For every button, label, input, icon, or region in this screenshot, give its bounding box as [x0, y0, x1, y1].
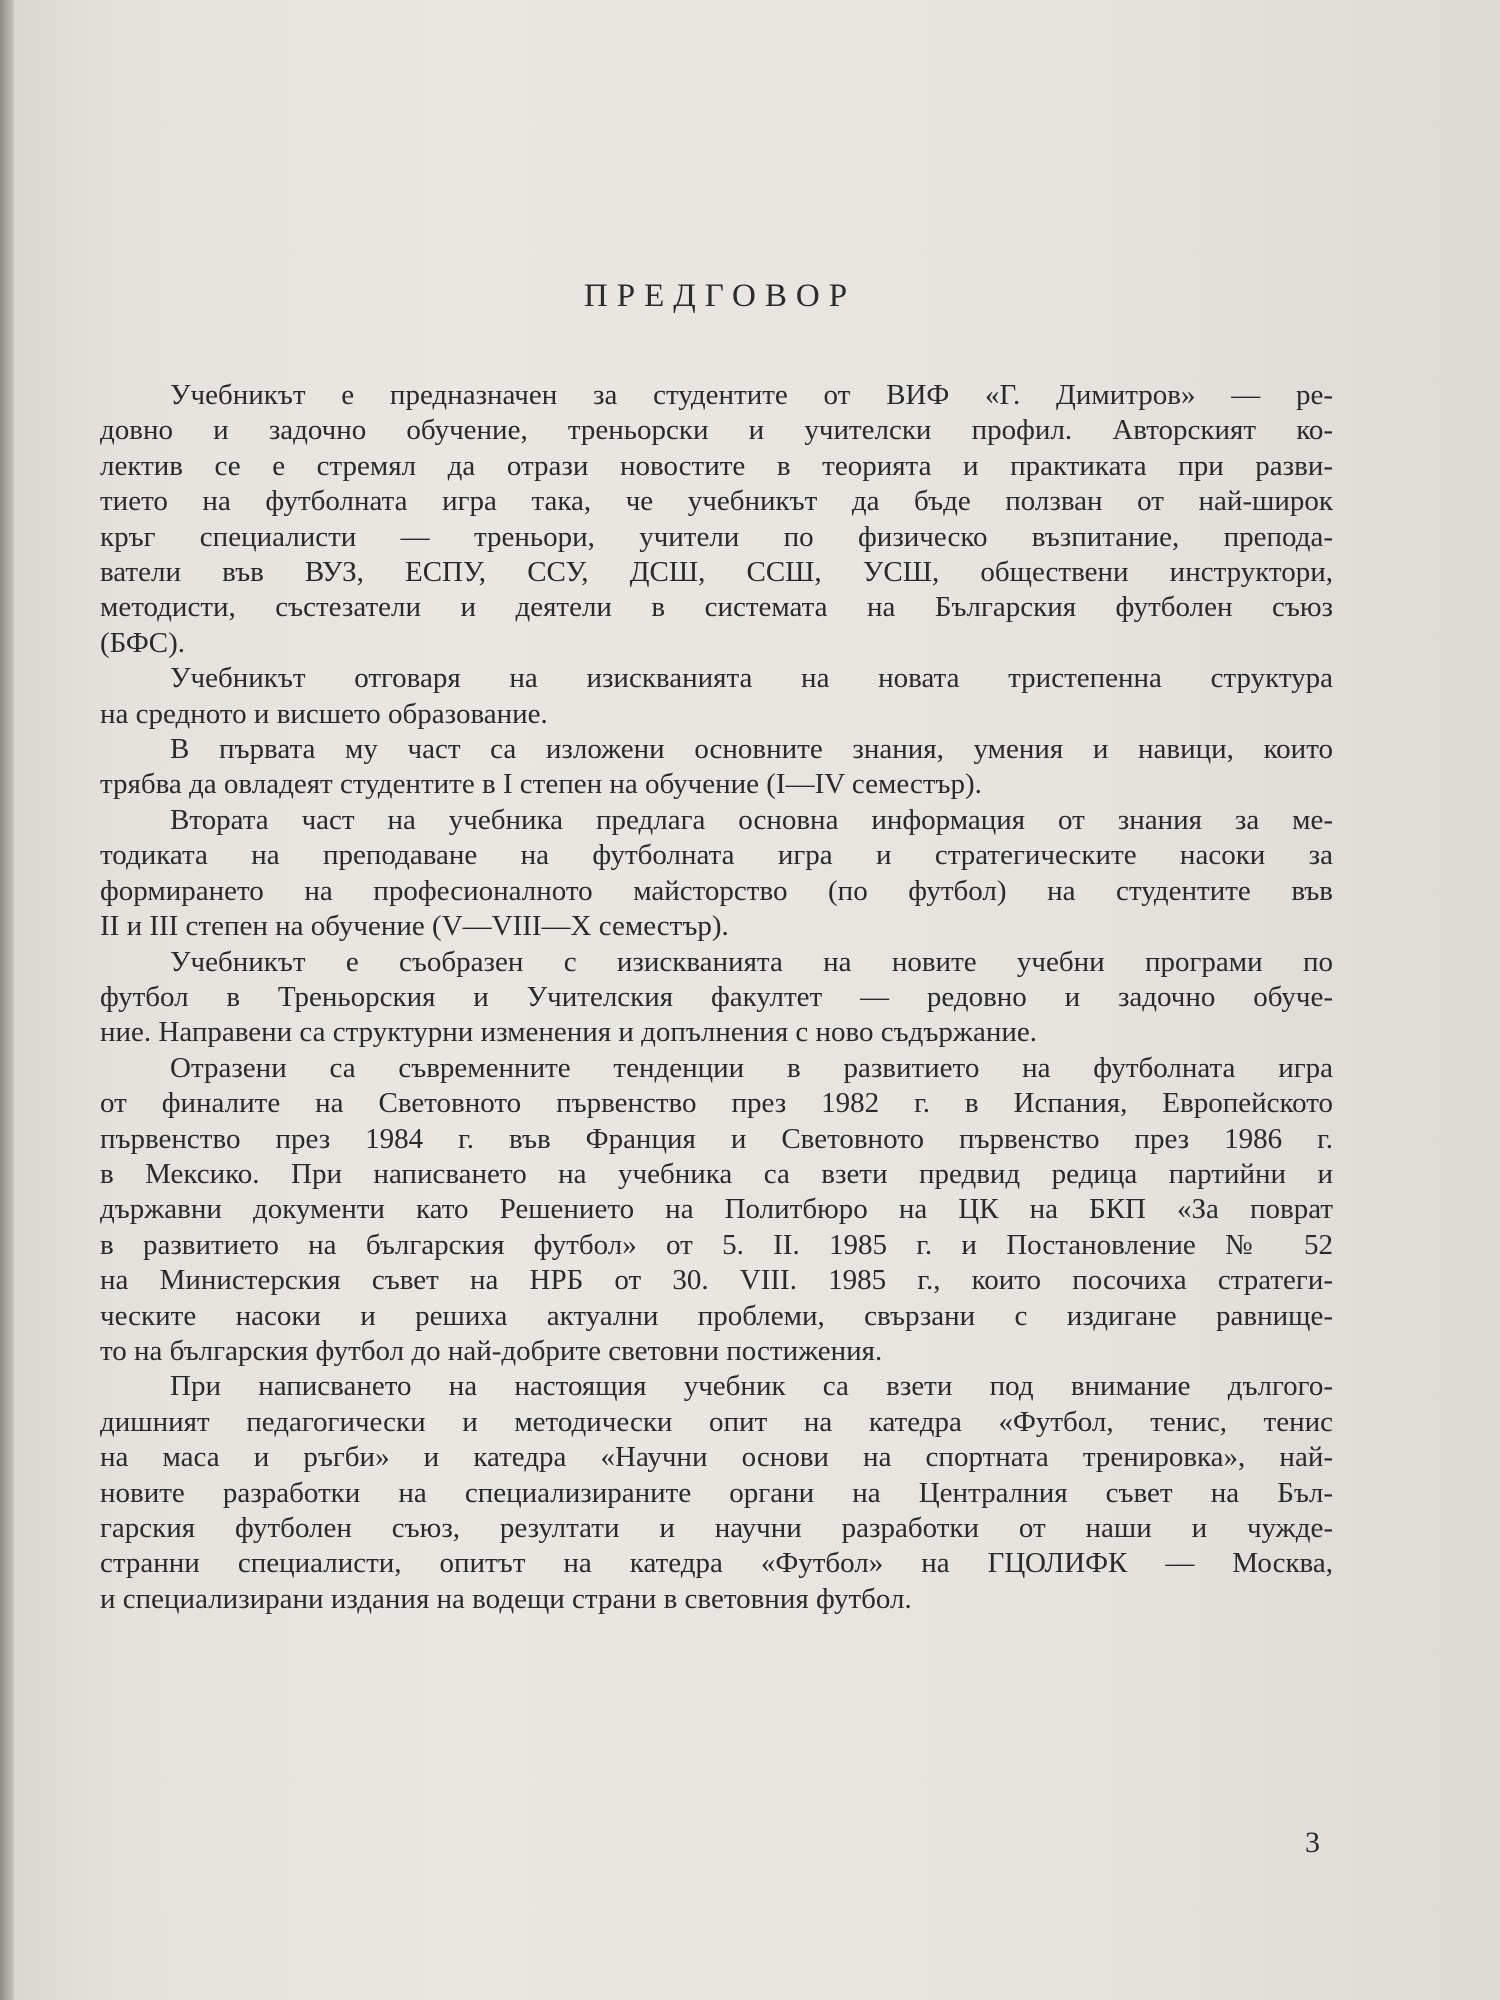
text-line: тодиката на преподаване на футболната игра и стратегическите насоки за: [100, 839, 1333, 872]
text-line: довно и задочно обучение, треньорски и учителски профил. Авторският ко-: [100, 414, 1333, 447]
text-line: в развитието на българския футбол» от 5. II. 1985 г. и Постановление № 52: [100, 1228, 1333, 1261]
text-line: и специализирани издания на водещи страни в световния футбол.: [100, 1582, 912, 1615]
text-line: Учебникът отговаря на изискванията на новата тристепенна структура: [170, 662, 1333, 695]
page-number: 3: [1305, 1826, 1320, 1859]
text-line: новите разработки на специализираните органи на Централния съвет на Бъл-: [100, 1476, 1333, 1509]
text-line: трябва да овладеят студентите в I степен на обучение (I—IV семестър).: [100, 768, 982, 801]
text-line: то на българския футбол до най-добрите световни постижения.: [100, 1334, 883, 1367]
text-line: на Министерския съвет на НРБ от 30. VIII. 1985 г., които посочиха стратеги-: [100, 1264, 1333, 1297]
preface-body: [100, 378, 1333, 1617]
text-line: гарския футболен съюз, резултати и научни разработки от наши и чужде-: [100, 1512, 1333, 1544]
text-line: странни специалисти, опитът на катедра «Футбол» на ГЦОЛИФК — Москва,: [100, 1547, 1333, 1580]
text-line: футбол в Треньорския и Учителския факултет — редовно и задочно обуче-: [100, 980, 1333, 1013]
text-line: формирането на професионалното майсторство (по футбол) на студентите във: [100, 874, 1333, 907]
text-line: методисти, състезатели и деятели в системата на Българския футболен съюз: [100, 591, 1333, 624]
page-title: ПРЕДГОВОР: [583, 278, 857, 314]
text-line: ватели във ВУЗ, ЕСПУ, ССУ, ДСШ, ССШ, УСШ, обществени инструктори,: [100, 556, 1333, 589]
text-line: Учебникът е предназначен за студентите от ВИФ «Г. Димитров» — ре-: [170, 379, 1333, 411]
text-line: (БФС).: [100, 626, 186, 659]
text-line: Втората част на учебника предлага основна информация от знания за ме-: [170, 803, 1333, 836]
text-line: Отразени са съвременните тенденции в развитието на футболната игра: [170, 1051, 1333, 1084]
text-line: В първата му част са изложени основните знания, умения и навици, които: [170, 733, 1333, 766]
text-line: дишният педагогически и методически опит на катедра «Футбол, тенис, тенис: [100, 1405, 1333, 1438]
text-line: ческите насоки и решиха актуални проблеми, свързани с издигане равнище-: [100, 1299, 1333, 1332]
text-line: държавни документи като Решението на Политбюро на ЦК на БКП «За поврат: [100, 1193, 1333, 1226]
text-line: II и III степен на обучение (V—VIII—X семестър).: [100, 910, 729, 943]
text-line: на маса и ръгби» и катедра «Научни основи на спортната тренировка», най-: [100, 1441, 1333, 1474]
text-line: първенство през 1984 г. във Франция и Световното първенство през 1986 г.: [100, 1122, 1333, 1155]
text-line: в Мексико. При написването на учебника са взети предвид редица партийни и: [100, 1157, 1333, 1190]
text-line: Учебникът е съобразен с изискванията на новите учебни програми по: [170, 945, 1333, 978]
text-line: от финалите на Световното първенство през 1982 г. в Испания, Европейското: [100, 1087, 1333, 1120]
text-line: лектив се е стремял да отрази новостите в теорията и практиката при разви-: [100, 449, 1333, 482]
text-line: кръг специалисти — треньори, учители по физическо възпитание, препода-: [100, 520, 1333, 553]
text-line: ние. Направени са структурни изменения и допълнения с ново съдържание.: [100, 1016, 1037, 1049]
text-line: При написването на настоящия учебник са взети под внимание дългого-: [170, 1370, 1333, 1403]
text-line: на средното и висшето образование.: [100, 697, 548, 730]
text-line: тието на футболната игра така, че учебникът да бъде ползван от най-широк: [100, 485, 1333, 518]
